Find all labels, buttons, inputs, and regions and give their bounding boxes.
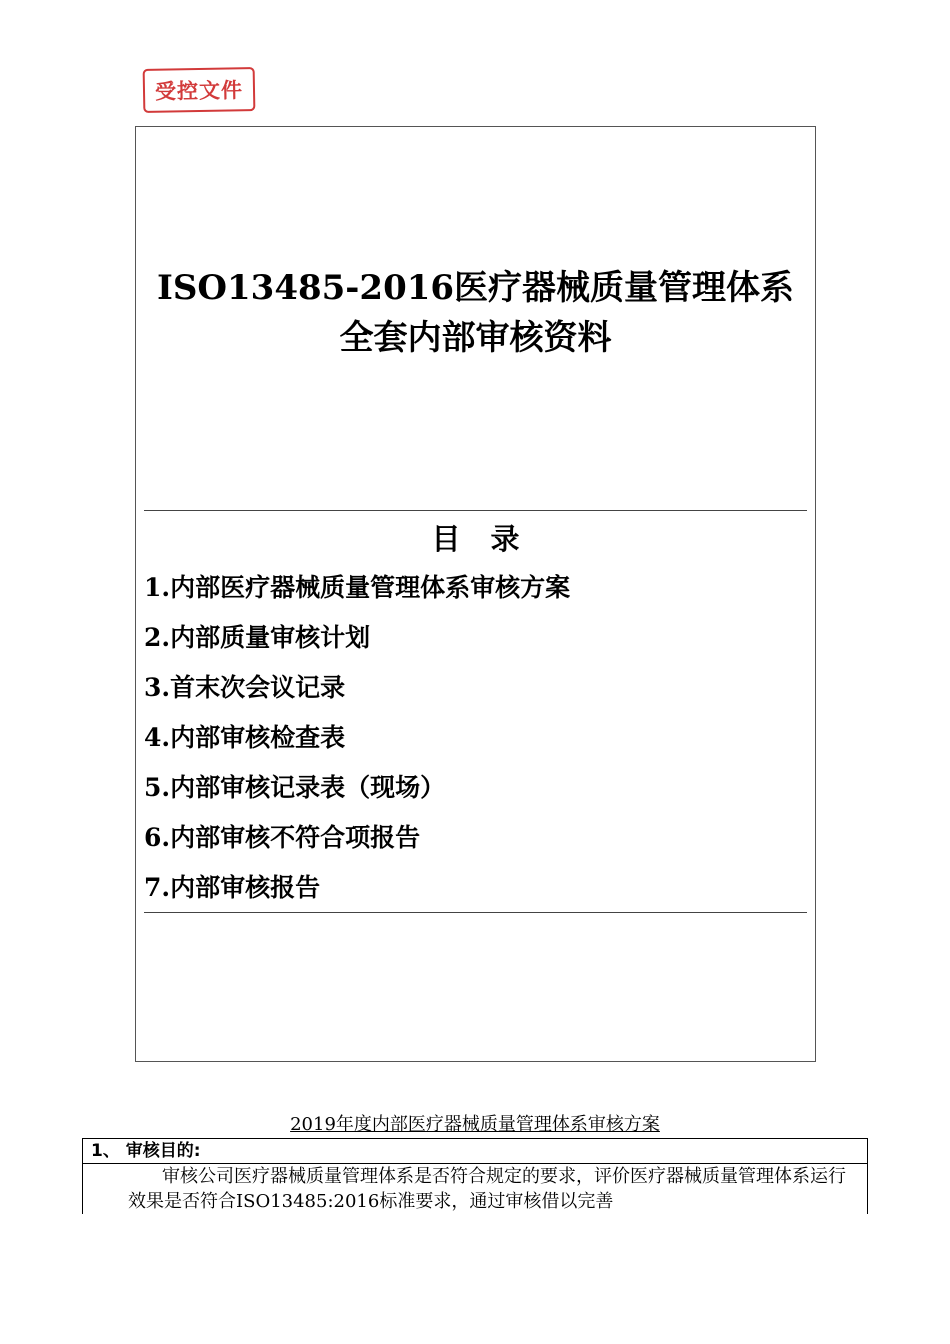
audit-plan-title-text: 2019年度内部医疗器械质量管理体系审核方案 [290, 1114, 660, 1135]
section-1-heading: 1、 审核目的: [91, 1141, 201, 1161]
toc-heading: 目录 [431, 522, 550, 556]
toc-item-5: 5.内部审核记录表（现场） [144, 773, 446, 802]
cover-box [135, 126, 816, 1062]
controlled-document-stamp [143, 67, 256, 113]
cover-title [136, 263, 815, 363]
divider-top [144, 510, 807, 511]
audit-plan-table [82, 1138, 868, 1214]
section-1-body: 审核公司医疗器械质量管理体系是否符合规定的要求，评价医疗器械质量管理体系运行效果是否符合ISO13485:2016标准要求，通过审核借以完善 [128, 1166, 846, 1212]
toc-item-3: 3.首末次会议记录 [144, 673, 346, 702]
divider-bottom [144, 912, 807, 913]
cover-title-line-2: 全套内部审核资料 [339, 318, 612, 358]
toc-list [144, 563, 570, 913]
toc-item-2: 2.内部质量审核计划 [144, 623, 371, 652]
toc-item-4: 4.内部审核检查表 [144, 723, 346, 752]
toc-item-1: 1.内部医疗器械质量管理体系审核方案 [144, 573, 571, 602]
toc-item-7: 7.内部审核报告 [144, 873, 321, 902]
cover-title-line-1: ISO13485-2016医疗器械质量管理体系 [156, 268, 795, 308]
toc-item-6: 6.内部审核不符合项报告 [144, 823, 421, 852]
stamp-text: 受控文件 [154, 78, 244, 104]
audit-plan-title [0, 1112, 950, 1138]
